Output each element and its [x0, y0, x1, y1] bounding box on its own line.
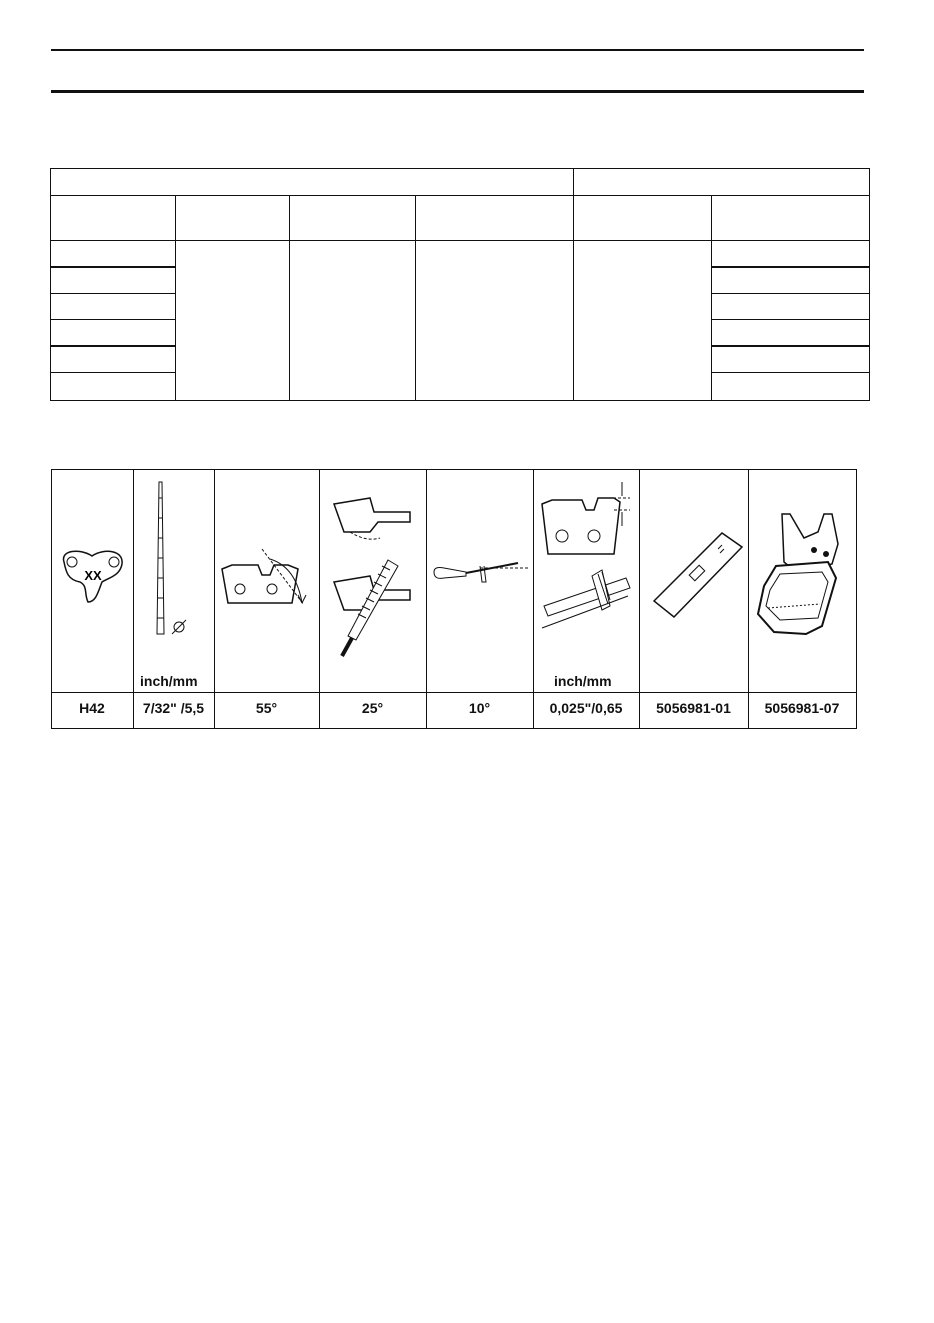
depth-gauge-icon: [538, 478, 638, 638]
side-plate-angle-icon: [330, 490, 420, 660]
header-rule-top: [51, 49, 864, 51]
file-gauge-part-number: 5056981-01: [656, 700, 731, 716]
side-plate-angle-value: 25°: [361, 700, 384, 716]
header-rule-bottom: [51, 90, 864, 93]
depth-gauge-tool-icon: [752, 510, 852, 645]
depth-gauge-value: 0,025"/0,65: [549, 700, 623, 716]
specification-table: [50, 168, 870, 401]
file-gauge-icon: [650, 525, 750, 625]
top-plate-angle-value: 55°: [255, 700, 278, 716]
depth-gauge-unit: inch/mm: [554, 673, 612, 689]
file-diameter-value: 7/32" /5,5: [142, 700, 205, 716]
round-file-icon: [150, 478, 195, 638]
depth-gauge-tool-part-number: 5056981-07: [764, 700, 840, 716]
file-holder-angle-icon: [430, 558, 530, 588]
file-diameter-unit: inch/mm: [140, 673, 198, 689]
file-holder-angle-value: 10°: [468, 700, 491, 716]
chain-marking-icon: [58, 548, 128, 608]
top-plate-angle-icon: [218, 545, 318, 610]
chain-marking-value: H42: [79, 700, 105, 716]
svg-text:XX: XX: [84, 568, 102, 583]
